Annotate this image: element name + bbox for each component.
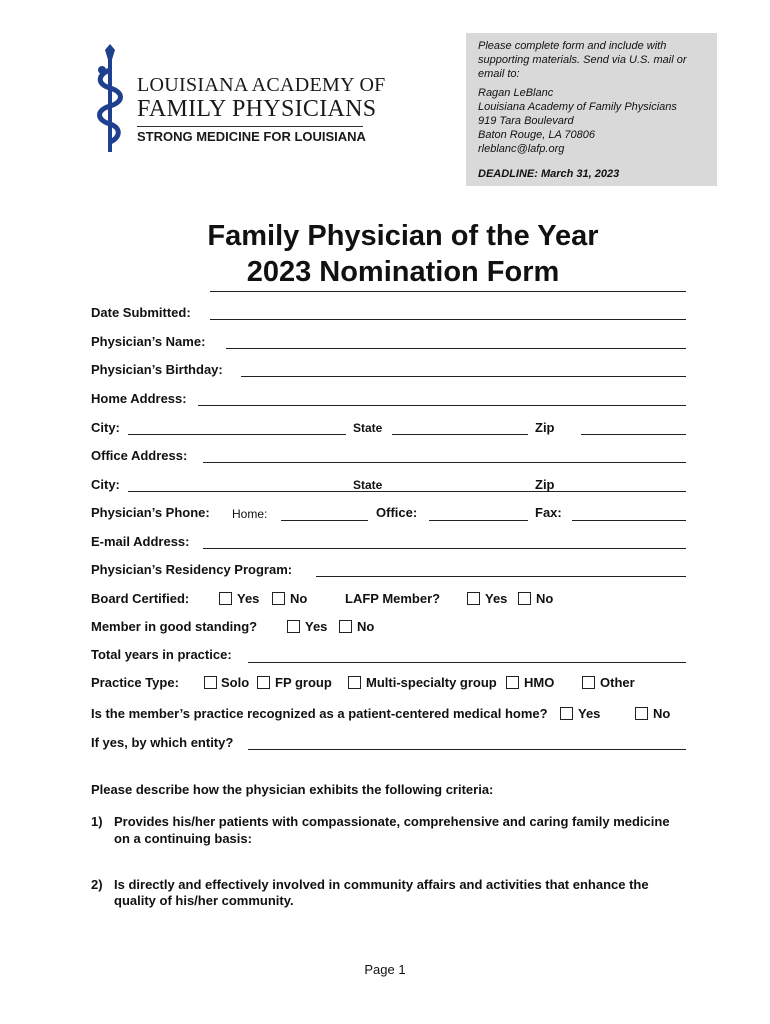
home-zip-label: Zip bbox=[535, 420, 555, 435]
practice-type-label: Practice Type: bbox=[91, 675, 179, 690]
logo-divider bbox=[137, 126, 363, 127]
board-certified-label: Board Certified: bbox=[91, 591, 190, 606]
physician-phone-label: Physician’s Phone: bbox=[91, 505, 210, 520]
which-entity-field[interactable] bbox=[248, 749, 686, 750]
logo-tagline: STRONG MEDICINE FOR LOUISIANA bbox=[137, 129, 366, 144]
office-address-label: Office Address: bbox=[91, 448, 188, 463]
instructions-line1: Please complete form and include with bbox=[478, 40, 667, 52]
practice-multi-specialty-label: Multi-specialty group bbox=[366, 675, 497, 690]
pcmh-no-checkbox[interactable] bbox=[635, 707, 648, 720]
good-standing-label: Member in good standing? bbox=[91, 619, 258, 634]
lafp-member-label: LAFP Member? bbox=[345, 591, 441, 606]
lafp-member-no-label: No bbox=[536, 591, 554, 606]
pcmh-no-label: No bbox=[653, 706, 671, 721]
practice-other-label: Other bbox=[600, 675, 635, 690]
criteria-2-number: 2) bbox=[91, 877, 103, 892]
practice-multi-specialty-checkbox[interactable] bbox=[348, 676, 361, 689]
office-city-field[interactable] bbox=[128, 491, 686, 492]
physician-birthday-field[interactable] bbox=[241, 376, 686, 377]
board-certified-yes-checkbox[interactable] bbox=[219, 592, 232, 605]
lafp-member-no-checkbox[interactable] bbox=[518, 592, 531, 605]
email-address-field[interactable] bbox=[203, 548, 686, 549]
date-submitted-field[interactable] bbox=[210, 319, 686, 320]
practice-solo-label: Solo bbox=[221, 675, 250, 690]
board-certified-no-checkbox[interactable] bbox=[272, 592, 285, 605]
office-address-field[interactable] bbox=[203, 462, 686, 463]
date-submitted-label: Date Submitted: bbox=[91, 305, 191, 320]
pcmh-question-label: Is the member’s practice recognized as a patient-centered medical home? bbox=[91, 706, 548, 721]
form-title-line2: 2023 Nomination Form bbox=[246, 256, 560, 288]
criteria-1-line1: Provides his/her patients with compassionate, comprehensive and caring family medicine bbox=[114, 814, 670, 829]
criteria-2-line1: Is directly and effectively involved in community affairs and activities that enhance the bbox=[114, 877, 649, 892]
physician-name-label: Physician’s Name: bbox=[91, 334, 206, 349]
pcmh-yes-label: Yes bbox=[578, 706, 601, 721]
title-rule bbox=[210, 291, 686, 292]
phone-home-label: Home: bbox=[232, 507, 268, 521]
form-title-line1: Family Physician of the Year bbox=[207, 220, 599, 252]
practice-hmo-label: HMO bbox=[524, 675, 555, 690]
contact-org: Louisiana Academy of Family Physicians bbox=[478, 101, 677, 113]
phone-office-field[interactable] bbox=[429, 520, 528, 521]
home-address-label: Home Address: bbox=[91, 391, 187, 406]
fax-label: Fax: bbox=[535, 505, 562, 520]
caduceus-icon bbox=[92, 44, 128, 154]
residency-field[interactable] bbox=[316, 576, 686, 577]
criteria-1-line2: on a continuing basis: bbox=[114, 831, 252, 846]
office-city-label: City: bbox=[91, 477, 120, 492]
physician-name-field[interactable] bbox=[226, 348, 686, 349]
contact-city: Baton Rouge, LA 70806 bbox=[478, 129, 596, 141]
page-number: Page 1 bbox=[364, 962, 406, 977]
lafp-member-yes-checkbox[interactable] bbox=[467, 592, 480, 605]
contact-email[interactable]: rleblanc@lafp.org bbox=[478, 143, 565, 155]
practice-fp-group-label: FP group bbox=[275, 675, 332, 690]
lafp-member-yes-label: Yes bbox=[485, 591, 508, 606]
years-practice-label: Total years in practice: bbox=[91, 647, 232, 662]
instructions-line2: supporting materials. Send via U.S. mail or bbox=[478, 54, 687, 66]
home-city-label: City: bbox=[91, 420, 120, 435]
good-standing-no-label: No bbox=[357, 619, 375, 634]
board-certified-no-label: No bbox=[290, 591, 308, 606]
criteria-1-number: 1) bbox=[91, 814, 103, 829]
logo-line2: FAMILY PHYSICIANS bbox=[137, 96, 377, 122]
home-state-field[interactable] bbox=[392, 434, 528, 435]
fax-field[interactable] bbox=[572, 520, 686, 521]
logo-line1: LOUISIANA ACADEMY OF bbox=[137, 74, 386, 96]
criteria-2-line2: quality of his/her community. bbox=[114, 893, 294, 908]
good-standing-no-checkbox[interactable] bbox=[339, 620, 352, 633]
contact-street: 919 Tara Boulevard bbox=[478, 115, 574, 127]
contact-name: Ragan LeBlanc bbox=[478, 87, 554, 99]
email-address-label: E-mail Address: bbox=[91, 534, 190, 549]
practice-fp-group-checkbox[interactable] bbox=[257, 676, 270, 689]
physician-birthday-label: Physician’s Birthday: bbox=[91, 362, 223, 377]
phone-home-field[interactable] bbox=[281, 520, 368, 521]
home-address-field[interactable] bbox=[198, 405, 686, 406]
criteria-intro: Please describe how the physician exhibits the following criteria: bbox=[91, 782, 494, 797]
home-zip-field[interactable] bbox=[581, 434, 686, 435]
practice-solo-checkbox[interactable] bbox=[204, 676, 217, 689]
home-state-label: State bbox=[353, 421, 383, 435]
good-standing-yes-label: Yes bbox=[305, 619, 328, 634]
office-zip-label: Zip bbox=[535, 477, 555, 492]
which-entity-label: If yes, by which entity? bbox=[91, 735, 234, 750]
residency-label: Physician’s Residency Program: bbox=[91, 562, 293, 577]
practice-other-checkbox[interactable] bbox=[582, 676, 595, 689]
office-state-label: State bbox=[353, 478, 383, 492]
submission-info-box bbox=[466, 33, 717, 186]
years-practice-field[interactable] bbox=[248, 662, 686, 663]
instructions-line3: email to: bbox=[478, 68, 520, 80]
home-city-field[interactable] bbox=[128, 434, 346, 435]
phone-office-label: Office: bbox=[376, 505, 418, 520]
practice-hmo-checkbox[interactable] bbox=[506, 676, 519, 689]
board-certified-yes-label: Yes bbox=[237, 591, 260, 606]
pcmh-yes-checkbox[interactable] bbox=[560, 707, 573, 720]
good-standing-yes-checkbox[interactable] bbox=[287, 620, 300, 633]
deadline: DEADLINE: March 31, 2023 bbox=[478, 168, 620, 180]
